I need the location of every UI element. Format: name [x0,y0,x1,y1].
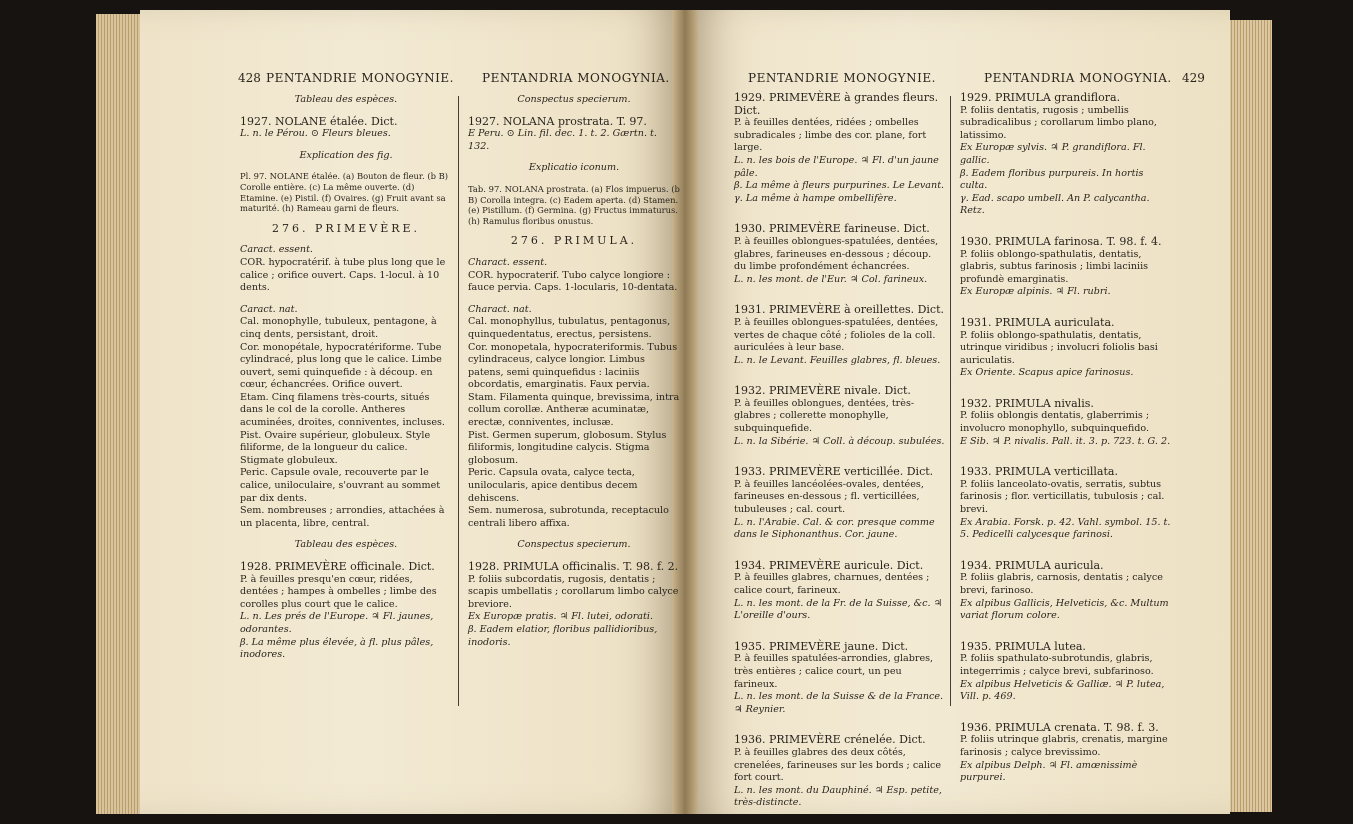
entry-variety: γ. Ead. scapo umbell. An P. calycantha. Retz. [960,192,1150,217]
entry-title: 1929. PRIMULA grandiflora. [960,91,1121,104]
entry-title: 1928. PRIMULA officinalis. T. 98. f. 2. [468,560,679,573]
entry-title: 1934. PRIMEVÈRE auricule. Dict. [734,558,924,572]
description: Cal. monophylle, tubuleux, pentagone, à cinq dents, persistant, droit. [240,316,437,340]
entry-locality: Ex Europæ pratis. ♃ Fl. lutei, odorati. [468,611,654,623]
entry-body: P. à feuilles lancéolées-ovales, dentées, farineuses en-dessous ; fl. verticillées, tubuleuses ; cal. court. [734,478,924,516]
entry-locality: Ex Europæ sylvis. ♃ P. grandiflora. Fl. gallic. [960,142,1146,166]
description: Pist. Germen superum, globosum. Stylus filiformis, longitudine calycis. Stigma globosum. [468,429,667,466]
entry-variety: β. La même plus élevée, à fl. plus pâles, inodores. [240,636,434,661]
description: Cal. monophyllus, tubulatus, pentagonus, quinquedentatus, erectus, persistens. [468,316,671,340]
right-page-number: 429 [1182,71,1205,85]
entry-locality: L. n. le Pérou. ⊙ Fleurs bleues. [240,128,391,140]
entry-body: P. à feuilles oblongues, dentées, très-glabres ; collerette monophylle, subquinquefide. [734,397,915,435]
entry-locality: E Peru. ⊙ Lin. fil. dec. 1. t. 2. Gærtn. t. 132. [468,128,657,152]
entry-locality: L. n. la Sibérie. ♃ Coll. à découp. subulées. [734,435,945,447]
entry-title: 1930. PRIMULA farinosa. T. 98. f. 4. [960,234,1162,248]
entry-title: 1931. PRIMULA auriculata. [960,315,1115,329]
entry-locality: L. n. Les prés de l'Europe. ♃ Fl. jaunes, odorantes. [240,611,434,635]
plate-explanation: Tab. 97. NOLANA prostrata. (a) Flos impuerus. (b B) Corolla integra. (c) Eadem aperta. (d) Stamen. (e) Pistillum. (f) Germina. (g) Fructus immaturus. (h) Ramulus floribus onustus. [468,183,680,226]
right-header-french: PENTANDRIE MONOGYNIE. [748,71,936,85]
section-heading: Caract. essent. [240,244,313,256]
entry-locality: Ex Arabia. Forsk. p. 42. Vahl. symbol. 15. t. 5. Pedicelli calycesque farinosi. [960,516,1171,541]
entry-title: 1927. NOLANE étalée. Dict. [240,114,398,128]
entry-body: P. foliis oblongo-spathulatis, dentatis, glabris, subtus farinosis ; limbi laciniis profundè emarginatis. [960,248,1149,285]
description: Stam. Filamenta quinque, brevissima, intra collum corollæ. Antheræ acuminatæ, erectæ, conniventes, inclusæ. [468,391,680,429]
section-heading: Charact. essent. [468,256,548,268]
entry-variety: β. Eadem elatior, floribus pallidioribus, inodoris. [468,623,658,648]
entry-body: P. à feuilles presqu'en cœur, ridées, dentées ; hampes à ombelles ; limbe des corolles plus court que le calice. [240,573,437,610]
section-heading: Explication des fig. [299,149,393,161]
column-rule-left [458,96,459,706]
entry-variety: γ. La même à hampe ombellifère. [734,192,897,204]
entry-locality: L. n. le Levant. Feuilles glabres, fl. bleues. [734,354,941,366]
entry-title: 1927. NOLANA prostrata. T. 97. [468,114,647,128]
entry-locality: L. n. l'Arabie. Cal. & cor. presque comme dans le Siphonanthus. Cor. jaune. [734,516,935,541]
section-heading: Conspectus specierum. [517,539,631,551]
entry-title: 1933. PRIMULA verticillata. [960,465,1118,479]
entry-body: P. foliis subcordatis, rugosis, dentatis ; scapis umbellatis ; corollarum limbo calyce breviore. [468,573,679,610]
genus-heading: 276. PRIMULA. [510,234,638,248]
description: Pist. Ovaire supérieur, globuleux. Style filiforme, de la longueur du calice. Stigmate globuleux. [240,429,431,466]
description: Cor. monopétale, hypocratériforme. Tube cylindracé, plus long que le calice. Limbe ouvert, semi quinquefide : à découp. en cœur, échancrées. Orifice ouvert. [240,341,442,391]
section-heading: Explicatio iconum. [528,162,620,174]
entry-title: 1929. PRIMEVÈRE à grandes fleurs. Dict. [734,91,939,117]
description: Peric. Capsule ovale, recouverte par le calice, uniloculaire, s'ouvrant au sommet par dix dents. [240,467,441,504]
description: Etam. Cinq filamens très-courts, situés dans le col de la corolle. Antheres acuminées, droites, conniventes, incluses. [240,391,445,429]
section-heading: Caract. nat. [240,303,298,315]
entry-title: 1930. PRIMEVÈRE farineuse. Dict. [734,222,930,236]
genus-heading: 276. PRIMEVÈRE. [271,221,421,235]
entry-locality: L. n. les mont. de la Fr. de la Suisse, &c. ♃ L'oreille d'ours. [734,597,943,622]
entry-body: P. à feuilles glabres, charnues, dentées ; calice court, farineux. [734,572,930,596]
description: Peric. Capsula ovata, calyce tecta, unilocularis, apice dentibus decem dehiscens. [468,467,638,504]
entry-variety: β. La même à fleurs purpurines. Le Levant. [734,180,945,192]
left-header-latin: PENTANDRIA MONOGYNIA. [482,71,670,85]
entry-body: P. foliis dentatis, rugosis ; umbellis subradicalibus ; corollarum limbo plano, latissimo. [960,104,1157,141]
entry-title: 1936. PRIMULA crenata. T. 98. f. 3. [960,720,1159,734]
entry-title: 1935. PRIMULA lutea. [960,639,1086,653]
entry-body: P. foliis lanceolato-ovatis, serratis, subtus farinosis ; flor. verticillatis, tubulosis ; cal. brevi. [960,478,1165,516]
description: COR. hypocratérif. à tube plus long que le calice ; orifice ouvert. Caps. 1-locul. à 10 dents. [240,256,446,294]
entry-locality: L. n. les mont. de l'Eur. ♃ Col. farineux. [734,273,928,285]
entry-body: P. à feuilles spatulées-arrondies, glabres, très entières ; calice court, un peu farineux. [734,653,934,690]
plate-explanation: Pl. 97. NOLANE étalée. (a) Bouton de fleur. (b B) Corolle entière. (c) La même ouverte. (d) Etamine. (e) Pistil. (f) Ovaires. (g) Fruit avant sa maturité. (h) Rameau garni de fleurs. [240,171,449,214]
left-header-french: PENTANDRIE MONOGYNIE. [266,71,454,85]
section-heading: Tableau des espèces. [294,539,398,551]
entry-locality: Ex Oriente. Scapus apice farinosus. [960,367,1134,379]
entry-title: 1932. PRIMEVÈRE nivale. Dict. [734,384,911,398]
right-header-latin: PENTANDRIA MONOGYNIA. [984,71,1172,85]
entry-body: P. foliis utrinque glabris, crenatis, margine farinosis ; calyce brevissimo. [960,734,1168,758]
entry-title: 1936. PRIMEVÈRE crénelée. Dict. [734,733,926,747]
section-heading: Conspectus specierum. [517,94,631,105]
section-heading: Charact. nat. [468,303,532,315]
description: Sem. numerosa, subrotunda, receptaculo centrali libero affixa. [468,505,669,529]
description: Sem. nombreuses ; arrondies, attachées à un placenta, libre, central. [240,505,445,529]
page-edges-left [96,14,144,814]
entry-locality: L. n. les mont. de la Suisse & de la France. ♃ Reynier. [734,691,944,715]
left-page-number: 428 [238,71,261,85]
entry-title: 1931. PRIMEVÈRE à oreillettes. Dict. [734,303,945,317]
entry-locality: L. n. les bois de l'Europe. ♃ Fl. d'un jaune pâle. [734,154,939,179]
entry-title: 1934. PRIMULA auricula. [960,558,1104,572]
section-heading: Tableau des espèces. [294,94,398,105]
entry-body: P. foliis spathulato-subrotundis, glabris, integerrimis ; calyce brevi, subfarinoso. [960,653,1154,677]
entry-title: 1928. PRIMEVÈRE officinale. Dict. [240,560,435,573]
column-french-left [240,94,452,662]
entry-title: 1933. PRIMEVÈRE verticillée. Dict. [734,465,934,479]
entry-locality: Ex alpibus Helveticis & Galliæ. ♃ P. lutea, Vill. p. 469. [960,678,1165,703]
column-latin-right [960,92,1172,785]
entry-title: 1935. PRIMEVÈRE jaune. Dict. [734,639,909,653]
column-french-right [734,92,946,810]
entry-body: P. foliis glabris, carnosis, dentatis ; calyce brevi, farinoso. [960,572,1163,596]
entry-body: P. foliis oblongis dentatis, glaberrimis ; involucro monophyllo, subquinquefido. [960,410,1150,435]
entry-locality: L. n. les mont. du Dauphiné. ♃ Esp. petite, très-distincte. [734,784,942,809]
entry-body: P. à feuilles glabres des deux côtés, crenelées, farineuses sur les bords ; calice fort court. [734,746,942,784]
entry-body: P. à feuilles dentées, ridées ; ombelles subradicales ; limbe des cor. plane, fort large. [734,117,927,154]
entry-locality: Ex alpibus Delph. ♃ Fl. amœnissimè purpurei. [960,759,1138,784]
entry-locality: E Sib. ♃ P. nivalis. Pall. it. 3. p. 723. t. G. 2. [960,435,1171,447]
entry-variety: β. Eadem floribus purpureis. In hortis culta. [960,167,1144,192]
entry-body: P. foliis oblongo-spathulatis, dentatis, utrinque viridibus ; involucri foliolis basi auriculatis. [960,329,1158,366]
entry-title: 1932. PRIMULA nivalis. [960,396,1094,410]
description: COR. hypocraterif. Tubo calyce longiore : fauce pervia. Caps. 1-locularis, 10-dentata. [468,269,678,294]
entry-body: P. à feuilles oblongues-spatulées, dentées, glabres, farineuses en-dessous ; découp. du limbe profondément échancrées. [734,235,939,273]
description: Cor. monopetala, hypocrateriformis. Tubus cylindraceus, calyce longior. Limbus patens, semi quinquefidus : laciniis obcordatis, emarginatis. Faux pervia. [468,341,678,391]
entry-body: P. à feuilles oblongues-spatulées, dentées, vertes de chaque côté ; folioles de la coll. auriculées à leur base. [734,316,939,354]
entry-locality: Ex Europæ alpinis. ♃ Fl. rubri. [960,286,1111,298]
column-rule-right [950,96,951,706]
entry-locality: Ex alpibus Gallicis, Helveticis, &c. Multum variat florum colore. [960,597,1169,622]
column-latin-left [468,94,680,649]
